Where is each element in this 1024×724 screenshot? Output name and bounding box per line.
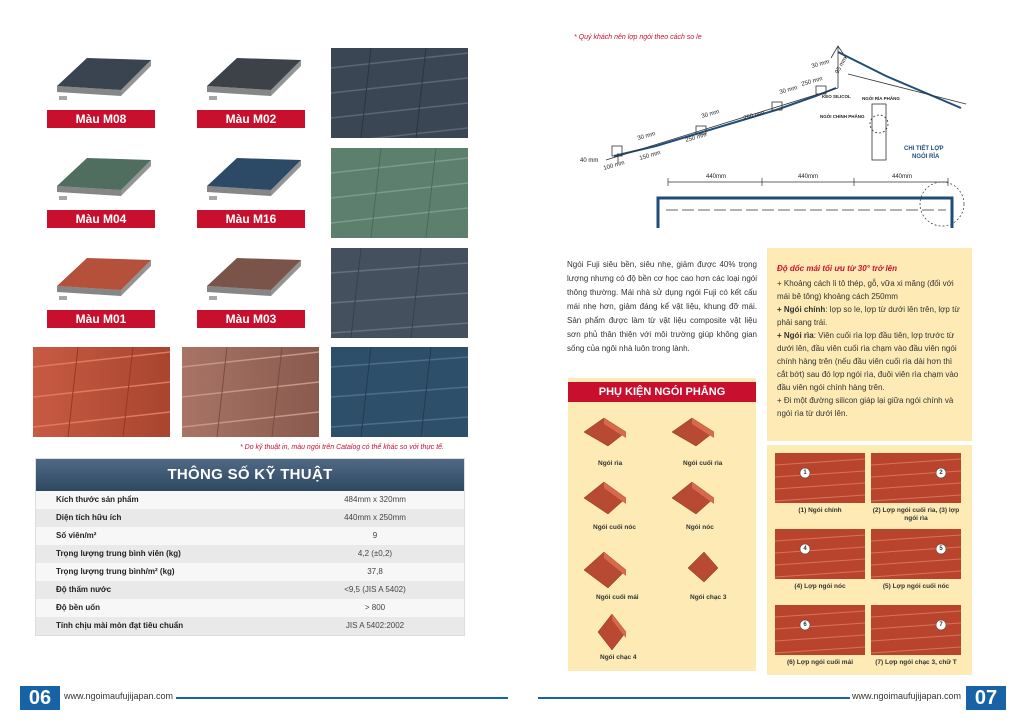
step-image [871, 529, 961, 579]
spec-row [36, 599, 464, 617]
tile-swatch [47, 48, 167, 138]
tile-swatch [197, 248, 317, 338]
roof-section-diagram [576, 38, 976, 238]
spec-label: Diện tích hữu ích [56, 513, 122, 522]
instructions-heading: Độ dốc mái tối ưu từ 30° trở lên [777, 264, 898, 273]
detail-title-2: NGÓI RÌA [912, 154, 940, 160]
instruction-line: + Ngói chính: lợp so le, lợp từ dưới lên trên, lợp từ phải sang trái. [777, 305, 960, 327]
step-image [871, 453, 961, 503]
spec-value: 440mm x 250mm [344, 513, 406, 522]
color-label: Màu M16 [197, 210, 305, 228]
spec-table [36, 459, 464, 635]
tile-image [47, 248, 157, 308]
spec-row [36, 581, 464, 599]
dim-250a: 250 mm [684, 132, 708, 144]
dim-bottom-2: 440mm [798, 174, 819, 180]
tile-image [197, 148, 307, 208]
step-number: 1 [803, 470, 807, 476]
dim-30c: 30 mm [778, 85, 799, 96]
roof-photo-blue [331, 347, 468, 437]
spec-label: Độ thấm nước [56, 585, 112, 594]
spec-row [36, 509, 464, 527]
installation-steps [767, 445, 972, 675]
spec-value: <9,5 (JIS A 5402) [344, 585, 406, 594]
spec-label: Độ bền uốn [56, 603, 100, 612]
spec-value: 37,8 [367, 567, 383, 576]
page-number-left: 06 [20, 686, 60, 710]
accessory-eave-end: Ngói cuối mái [596, 594, 639, 601]
spec-row [36, 617, 464, 635]
spec-value: JIS A 5402:2002 [345, 621, 405, 630]
accessory-ridge: Ngói nóc [686, 524, 714, 531]
step-image [775, 529, 865, 579]
instruction-line: + Khoảng cách li tô thép, gỗ, vữa xi măng (đối với mái bê tông) khoảng cách 250mm [777, 279, 954, 301]
accessory-ridge-end: Ngói cuối nóc [593, 524, 636, 531]
step-caption: (6) Lợp ngói cuối mái [786, 659, 853, 666]
instruction-line: + Ngói rìa: Viên cuối rìa lợp đầu tiên, lợp trước từ dưới lên, đầu viên cuối rìa chạm vào đầu viên ngói chính hàng trên (nếu đầu viên cuối rìa dài hơn thì cắt bớt) sau đó lợp ngói rìa, đuôi viên rìa chạm vào đầu viên ngói chính hàng trên. [777, 331, 959, 392]
label-main-tile: NGÓI CHÍNH PHẲNG [820, 114, 865, 119]
step-number: 5 [939, 546, 943, 552]
page-number-right: 07 [966, 686, 1006, 710]
roof-photo-slate [331, 248, 468, 338]
website-link-right[interactable]: www.ngoimaufujijapan.com [852, 691, 962, 701]
dim-30b: 30 mm [700, 109, 721, 120]
dim-30d: 30 mm [810, 59, 831, 70]
dim-bottom-1: 440mm [706, 174, 727, 180]
accessories-panel [568, 378, 756, 671]
spec-row [36, 563, 464, 581]
color-label: Màu M08 [47, 110, 155, 128]
spec-row [36, 527, 464, 545]
step-number: 7 [939, 622, 943, 628]
step-image [871, 605, 961, 655]
tile-swatch [197, 148, 317, 238]
tile-image [197, 248, 307, 308]
instruction-lines [777, 277, 962, 420]
color-label: Màu M02 [197, 110, 305, 128]
dim-150: 150 mm [638, 150, 662, 162]
dim-bottom-3: 440mm [892, 174, 913, 180]
spec-row [36, 545, 464, 563]
roof-photo-green [331, 148, 468, 238]
footer-divider-left [176, 697, 508, 699]
roof-photo-red [33, 347, 170, 437]
tile-image [47, 148, 157, 208]
spec-label: Trọng lượng trung bình/m² (kg) [56, 567, 175, 576]
roof-photo-brown [182, 347, 319, 437]
layout-note: * Quý khách nên lợp ngói theo cách so le [574, 34, 702, 41]
dim-100: 100 mm [602, 160, 626, 172]
tile-image [47, 48, 157, 108]
step-caption: (4) Lợp ngói nóc [794, 583, 846, 590]
spec-value: > 800 [364, 603, 386, 612]
step-caption: (1) Ngói chính [798, 507, 842, 514]
spec-value: 484mm x 320mm [344, 495, 406, 504]
accessory-edge: Ngói rìa [598, 460, 623, 467]
spec-row [36, 491, 464, 509]
installation-instructions [767, 248, 972, 441]
spec-value: 9 [372, 531, 378, 540]
accessory-edge-end: Ngói cuối rìa [683, 460, 723, 467]
color-label: Màu M04 [47, 210, 155, 228]
spec-label: Kích thước sản phẩm [56, 495, 139, 504]
dim-250b: 250 mm [742, 110, 766, 122]
print-color-note: * Do kỹ thuật in, màu ngói trên Catalog có thể khác so với thực tế. [240, 444, 444, 451]
tile-swatch [47, 248, 167, 338]
accessories-title: PHỤ KIỆN NGÓI PHẲNG [568, 382, 756, 402]
label-edge-tile: NGÓI RÌA PHẲNG [862, 96, 900, 101]
detail-title-1: CHI TIẾT LỢP [904, 146, 944, 152]
step-number: 2 [939, 470, 943, 476]
tile-image [197, 48, 307, 108]
dim-95: 95 mm [834, 56, 849, 75]
label-silicol: KEO SILICOL [822, 94, 851, 99]
step-image [775, 453, 865, 503]
accessory-tee: Ngói chạc 3 [690, 594, 727, 601]
step-number: 6 [803, 622, 807, 628]
tile-swatch [197, 48, 317, 138]
product-description: Ngói Fuji siêu bền, siêu nhẹ, giảm được 40% trọng lượng nhưng có độ bền cơ học cao hơn các loại ngói thông thường. Mái nhà sử dụng ngói Fuji có kết cấu mái nhẹ hơn, giảm đáng kể vật liệu, khung đỡ mái. Sản phẩm được làm từ vật liệu composite vật liệu sơn phủ thân thiện với môi trường giúp không gian sống của ngôi nhà luôn trong lành. [567, 260, 757, 353]
roof-photo-dark [331, 48, 468, 138]
tile-swatch [47, 148, 167, 238]
instruction-line: + Đi một đường silicon giáp lại giữa ngói chính và ngói rìa từ dưới lên. [777, 396, 954, 418]
step-caption: (5) Lợp ngói cuối nóc [882, 583, 950, 590]
spec-table-title: THÔNG SỐ KỸ THUẬT [36, 459, 464, 491]
footer-divider-right [538, 697, 850, 699]
spec-rows [36, 491, 464, 635]
spec-value: 4,2 (±0,2) [357, 549, 393, 558]
spec-label: Trọng lượng trung bình viên (kg) [56, 549, 181, 558]
dim-40: 40 mm [580, 158, 599, 164]
spec-label: Tính chịu mài mòn đạt tiêu chuẩn [56, 621, 184, 630]
accessory-drawings [568, 402, 756, 672]
website-link-left[interactable]: www.ngoimaufujijapan.com [64, 691, 174, 701]
step-caption: (2) Lợp ngói cuối rìa, (3) lợp ngói rìa [872, 507, 960, 522]
dim-30a: 30 mm [636, 131, 657, 142]
step-caption: (7) Lợp ngói chạc 3, chữ T [875, 659, 957, 666]
color-label: Màu M03 [197, 310, 305, 328]
step-image [775, 605, 865, 655]
spec-label: Số viên/m² [56, 531, 97, 540]
color-label: Màu M01 [47, 310, 155, 328]
step-number: 4 [803, 546, 807, 552]
dim-250c: 250 mm [800, 76, 824, 88]
accessory-cross: Ngói chạc 4 [600, 654, 637, 661]
